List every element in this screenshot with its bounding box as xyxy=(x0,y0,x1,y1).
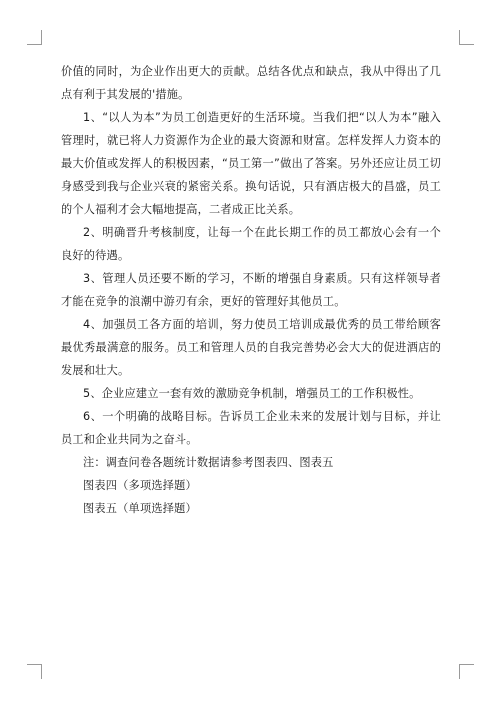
paragraph-item-4: 4、加强员工各方面的培训，努力使员工培训成最优秀的员工带给顾客最优秀最满意的服务。员工和管理人员的自我完善势必会大大的促进酒店的发展和壮大。 xyxy=(61,318,441,377)
crop-mark-bottom-left xyxy=(27,664,42,679)
paragraph-item-1: 1、“以人为本”为员工创造更好的生活环境。当我们把“以人为本”融入管理时，就已将人力资源作为企业的最大资源和财富。怎样发挥人力资本的最大价值或发挥人的积极因素，“员工第一”做出了答案。另外还应让员工切身感受到我与企业兴衰的紧密关系。换句话说，只有酒店极大的昌盛，员工的个人福利才会大幅地提高，二者成正比关系。 xyxy=(61,111,441,216)
paragraph-item-6: 6、一个明确的战略目标。告诉员工企业未来的发展计划与目标，并让员工和企业共同为之奋斗。 xyxy=(61,410,441,446)
document-body xyxy=(61,60,441,520)
paragraph-item-2: 2、明确晋升考核制度，让每一个在此长期工作的员工都放心会有一个良好的待遇。 xyxy=(61,226,441,262)
paragraph-item-5: 5、企业应建立一套有效的激励竞争机制，增强员工的工作积极性。 xyxy=(83,387,421,400)
crop-mark-top-left xyxy=(27,30,42,45)
paragraph-note: 注：调查问卷各题统计数据请参考图表四、图表五 xyxy=(83,456,334,469)
paragraph-item-3: 3、管理人员还要不断的学习，不断的增强自身素质。只有这样领导者才能在竞争的浪潮中游刃有余，更好的管理好其他员工。 xyxy=(61,272,441,308)
figure-caption-4: 图表四（多项选择题） xyxy=(83,479,197,492)
paragraph-intro: 价值的同时，为企业作出更大的贡献。总结各优点和缺点，我从中得出了几点有利于其发展的'措施。 xyxy=(61,65,441,101)
crop-mark-top-right xyxy=(459,30,474,45)
crop-mark-bottom-right xyxy=(459,664,474,679)
figure-caption-5: 图表五（单项选择题） xyxy=(83,502,197,515)
